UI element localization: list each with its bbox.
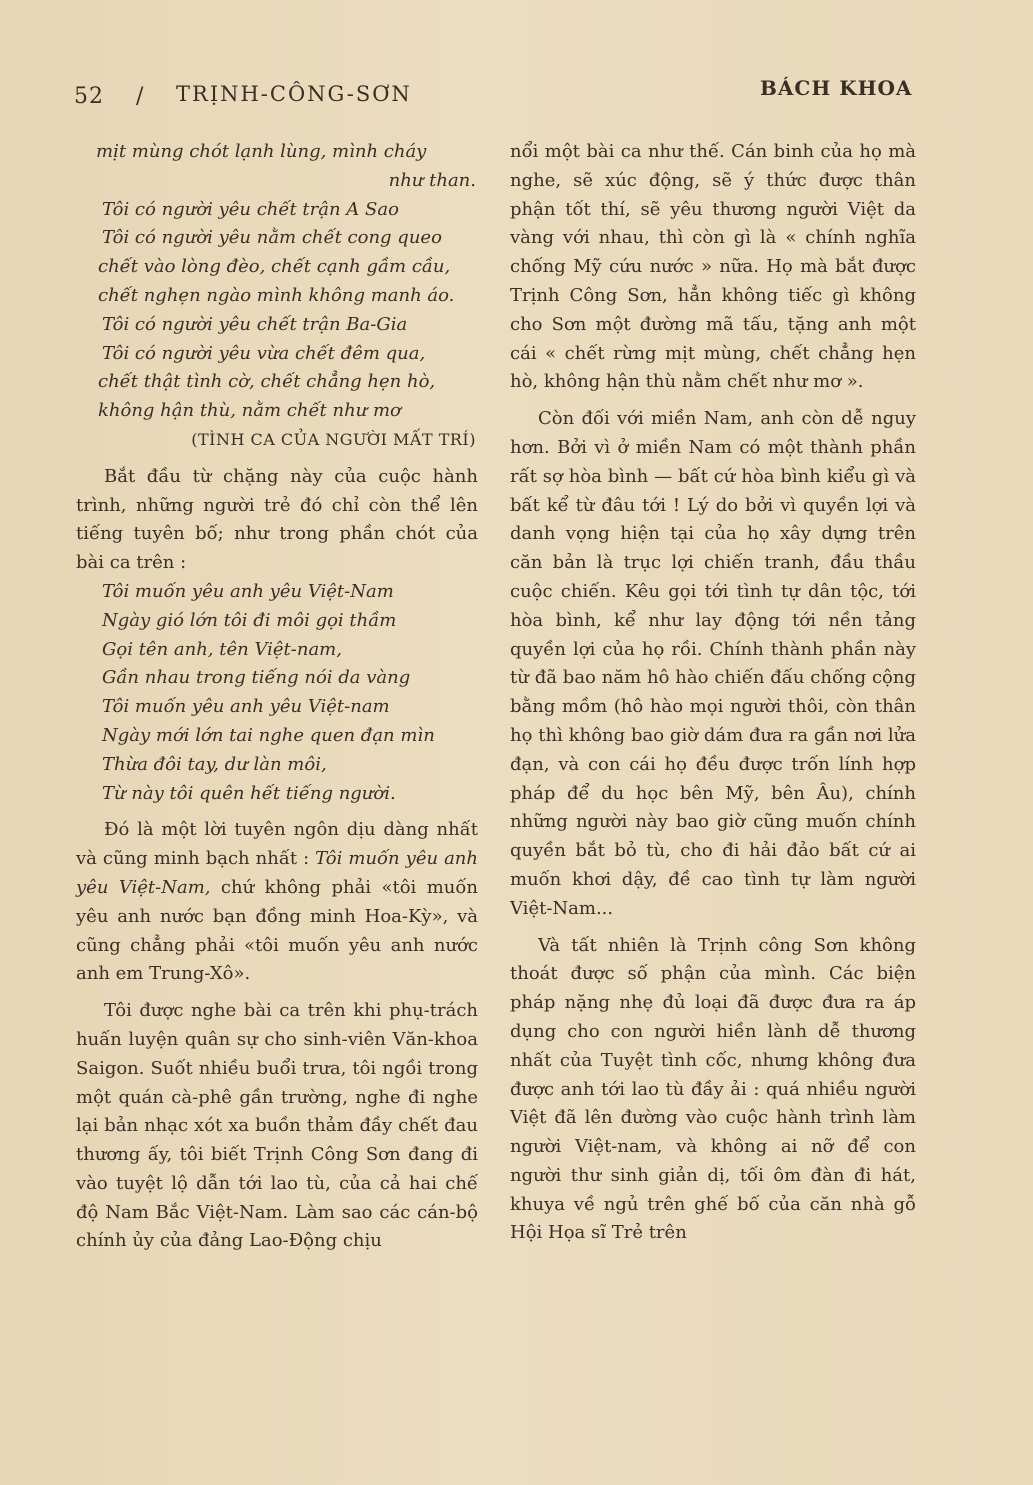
poem-line: Ngày gió lớn tôi đi môi gọi thầm xyxy=(102,609,397,631)
poem-excerpt-2 xyxy=(76,578,478,808)
poem-line: như than. xyxy=(388,169,476,191)
poem-line: Tôi có người yêu nằm chết cong queo xyxy=(102,227,442,249)
poem-line: Thừa đôi tay, dư làn môi, xyxy=(102,753,327,775)
poem-excerpt-1 xyxy=(76,138,478,455)
page-number: 52 xyxy=(74,84,104,109)
poem-line: mịt mùng chót lạnh lùng, mình cháy xyxy=(96,141,427,162)
body-paragraph: Còn đối với miền Nam, anh còn dễ nguy hơn. Bởi vì ở miền Nam có một thành phần rất sợ hòa bình — bất cứ hòa bình kiểu gì và bất kể từ đâu tới ! Lý do bởi vì quyền lợi và danh vọng hiện tại của họ xây dựng trên căn bản là trục lợi chiến tranh, đầu thầu cuộc chiến. Kêu gọi tới tình tự dân tộc, tới hòa bình, kể như lay động tới nền tảng quyền lợi của họ rồi. Chính thành phần này từ đã bao năm hô hào chiến đấu chống cộng bằng mồm (hô hào mọi người thôi, còn thân họ thì không bao giờ dám đưa ra gần nơi lửa đạn, và con cái họ đều được trốn lính hợp pháp để du học bên Mỹ, bên Âu), chính những người này bao giờ cũng muốn chính quyền bắt bỏ tù, cho đi hải đảo bất cứ ai muốn khơi dậy, đề cao tình tự làm người Việt-Nam... xyxy=(510,408,916,919)
left-column xyxy=(76,138,478,1256)
paragraph-text: chứ không phải «tôi muốn yêu anh nước bạn đồng minh Hoa-Kỳ», và cũng chẳng phải «tôi muốn yêu anh nước anh em Trung-Xô». xyxy=(76,876,478,985)
poem-line: Từ này tôi quên hết tiếng người. xyxy=(102,782,396,804)
poem-line: Tôi có người yêu vừa chết đêm qua, xyxy=(102,342,426,364)
body-paragraph: nổi một bài ca như thế. Cán binh của họ mà nghe, sẽ xúc động, sẽ ý thức được thân phận tốt thí, sẽ yêu thương người Việt da vàng với nhau, thì còn gì là « chính nghĩa chống Mỹ cứu nước » nữa. Họ mà bắt được Trịnh Công Sơn, hẳn không tiếc gì không cho Sơn một đường mã tấu, tặng anh một cái « chết rừng mịt mùng, chết chẳng hẹn hò, không hận thù nằm chết như mơ ». xyxy=(510,141,916,393)
body-paragraph: Tôi được nghe bài ca trên khi phụ-trách huấn luyện quân sự cho sinh-viên Văn-khoa Saigon. Suốt nhiều buổi trưa, tôi ngồi trong một quán cà-phê gần trường, nghe đi nghe lại bản nhạc xót xa buồn thảm đầy chết đau thương ấy, tôi biết Trịnh Công Sơn đang đi vào tuyệt lộ dẫn tới lao tù, của cả hai chế độ Nam Bắc Việt-Nam. Làm sao các cán-bộ chính ủy của đảng Lao-Động chịu xyxy=(76,1000,478,1252)
poem-line: Gần nhau trong tiếng nói da vàng xyxy=(102,667,411,689)
poem-line: Tôi muốn yêu anh yêu Việt-nam xyxy=(102,696,390,718)
poem-line: chết vào lòng đèo, chết cạnh gầm cầu, xyxy=(98,256,451,278)
header-separator: / xyxy=(136,84,144,109)
poem-line: Tôi có người yêu chết trận Ba-Gia xyxy=(102,313,408,335)
poem-line: Tôi có người yêu chết trận A Sao xyxy=(102,198,399,220)
body-paragraph: Và tất nhiên là Trịnh công Sơn không thoát được số phận của mình. Các biện pháp nặng nhẹ đủ loại đã được đưa ra áp dụng cho con người hiền lành dễ thương nhất của Tuyệt tình cốc, nhưng không đưa được anh tới lao tù đầy ải : quá nhiều người Việt đã lên đường vào cuộc hành trình làm người Việt-nam, và không ai nỡ để con người thư sinh giản dị, tối ôm đàn đi hát, khuya về ngủ trên ghế bố của căn nhà gỗ Hội Họa sĩ Trẻ trên xyxy=(510,934,916,1244)
body-paragraph xyxy=(76,816,478,989)
paragraph-text: Đó là một lời tuyên ngôn dịu dàng nhất và cũng minh bạch nhất : xyxy=(76,819,478,870)
poem-line: Tôi muốn yêu anh yêu Việt-Nam xyxy=(102,580,394,602)
poem-line: không hận thù, nằm chết như mơ xyxy=(98,400,401,422)
poem-line: chết thật tình cờ, chết chẳng hẹn hò, xyxy=(98,371,436,393)
emphasized-quote: Tôi muốn yêu anh yêu Việt-Nam, xyxy=(76,848,478,898)
poem-source-caption: (TÌNH CA CỦA NGƯỜI MẤT TRÍ) xyxy=(191,429,476,449)
poem-line: Ngày mới lớn tai nghe quen đạn mìn xyxy=(102,724,435,746)
right-column xyxy=(510,138,916,1248)
page-header xyxy=(0,0,1033,120)
running-title-magazine: BÁCH KHOA xyxy=(760,76,913,100)
poem-line: Gọi tên anh, tên Việt-nam, xyxy=(102,638,342,660)
running-title-author: TRỊNH-CÔNG-SƠN xyxy=(176,82,412,106)
body-paragraph: Bắt đầu từ chặng này của cuộc hành trình, những người trẻ đó chỉ còn thể lên tiếng tuyên bố; như trong phần chót của bài ca trên : xyxy=(76,465,478,574)
poem-line: chết nghẹn ngào mình không manh áo. xyxy=(98,284,455,306)
